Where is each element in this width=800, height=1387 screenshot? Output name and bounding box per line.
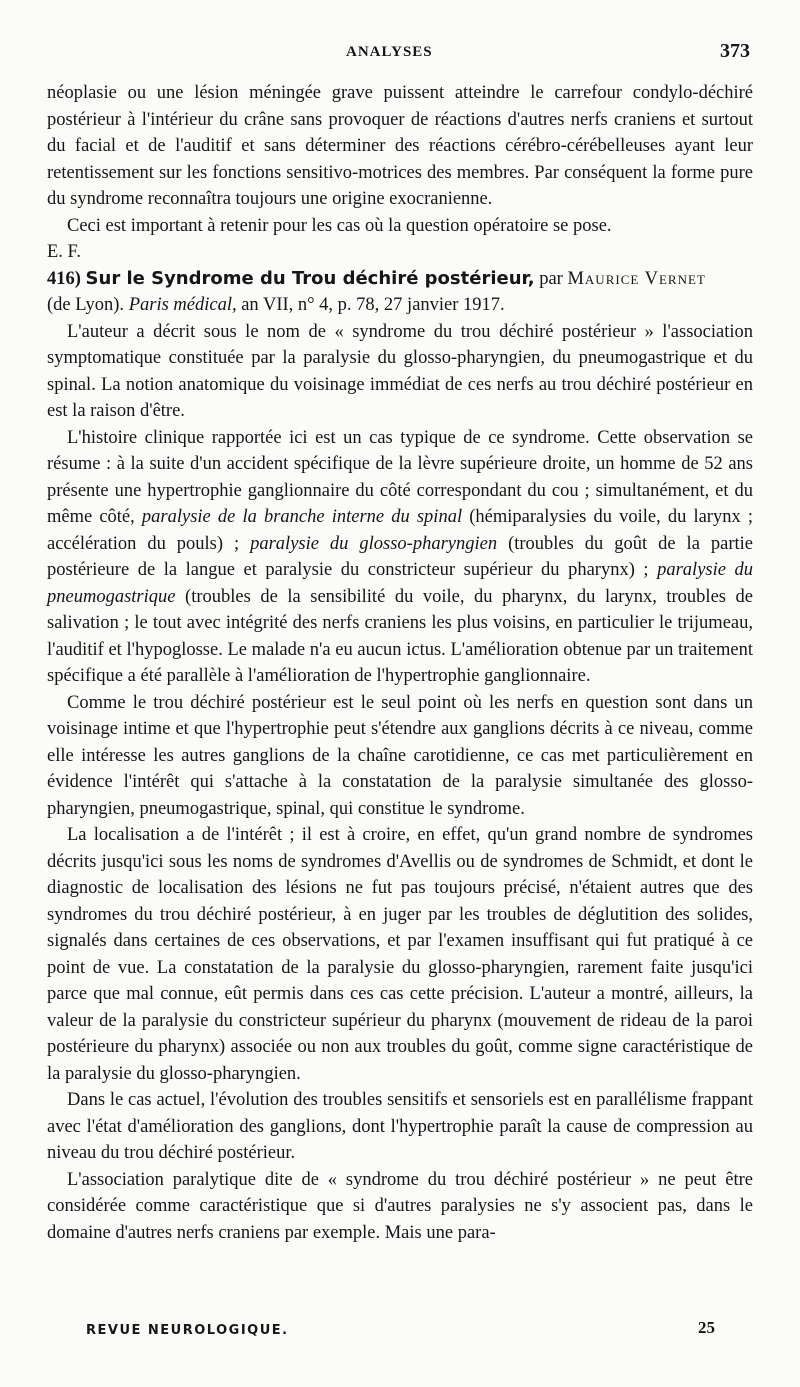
article-author: Maurice Vernet [567, 268, 706, 289]
continuation-paragraph-2: Ceci est important à retenir pour les cas où la question opératoire se pose. [67, 215, 612, 236]
article-paragraph-3: Comme le trou déchiré postérieur est le seul point où les nerfs en question sont dans un voisinage intime et que l'hypertrophie peut s'étendre aux ganglions décrits à ce niveau, comme elle intéresse les autres ganglions de la chaîne carotidienne, ce cas met particulièrement en évidence l'intérêt qui s'attache à la constatation de la paralysie simultanée des glosso-pharyngien, pneumogastrique, spinal, qui constitue le syndrome. [47, 692, 753, 819]
p2-italic-b: paralysie de la branche interne du spinal [141, 507, 463, 527]
reviewer-signature: E. F. [47, 242, 81, 262]
p2-text-e: (troubles du goût de la partie postérieure de la langue et paralysie du constricteur supérieur du pharynx) ; [47, 533, 753, 580]
footer-journal-name: REVUE NEUROLOGIQUE. [86, 1323, 289, 1338]
p2-text-a: L'histoire clinique rapportée ici est un cas typique de ce syndrome. Cette observation se résume : à la suite d'un accident spécifique de la lèvre supérieure droite, un homme de 52 ans présente une hypertrophie ganglionnaire du côté correspondant du cou ; simultanément, et du même côté, [47, 427, 753, 527]
p2-italic-d: paralysie du glosso-pharyngien [250, 533, 498, 554]
p2-italic-f: paralysie du pneumogastrique [47, 560, 754, 607]
running-header-title: ANALYSES [346, 44, 433, 60]
article-by: par [539, 268, 563, 289]
continuation-paragraph: néoplasie ou une lésion méningée grave puissent atteindre le carrefour condylo-déchiré postérieur à l'intérieur du crâne sans provoquer de réactions d'autres nerfs craniens et surtout du facial et de l'auditif et sans déterminer des réactions cérébro-cérébelleuses ayant leur retentissement sur les fonctions sensitivo-motrices des membres. Par conséquent la forme pure du syndrome reconnaîtra toujours une origine exocranienne. [47, 83, 753, 209]
article-heading [47, 266, 753, 319]
body-text [47, 80, 753, 1246]
article-origin: (de Lyon). [47, 295, 125, 315]
article-paragraph-1: L'auteur a décrit sous le nom de « syndrome du trou déchiré postérieur » l'association symptomatique constituée par la paralysie du glosso-pharyngien, du pneumogastrique et du spinal. La notion anatomique du voisinage immédiat de ces nerfs au trou déchiré postérieur en est la raison d'être. [47, 321, 753, 421]
article-paragraph-4: La localisation a de l'intérêt ; il est à croire, en effet, qu'un grand nombre de syndromes décrits jusqu'ici sous les noms de syndromes d'Avellis ou de syndromes de Schmidt, et dont le diagnostic de localisation des lésions ne fut pas toujours précisé, n'étaient autres que des syndromes du trou déchiré postérieur, à en juger par les troubles de déglutition des solides, signalés dans certaines de ces observations, et par l'examen insuffisant qui fut pratiqué à ce point de vue. La constatation de la paralysie du glosso-pharyngien, rarement faite jusqu'ici parce que mal connue, eût permis dans ces cas cette précision. L'auteur a montré, ailleurs, la valeur de la paralysie du constricteur supérieur du pharynx (mouvement de rideau de la paroi postérieure du pharynx) associée ou non aux troubles du goût, comme signe caractéristique de la paralysie du glosso-pharyngien. [47, 825, 753, 1084]
article-journal: Paris médical, [128, 295, 237, 315]
article-paragraph-5: Dans le cas actuel, l'évolution des troubles sensitifs et sensoriels est en parallélisme frappant avec l'état d'amélioration des ganglions, dont l'hypertrophie paraît la cause de compression au niveau du trou déchiré postérieur. [47, 1090, 753, 1163]
article-paragraph-2 [47, 425, 753, 690]
footer-signature-mark: 25 [698, 1318, 715, 1337]
p2-text-c: (hémiparalysies du voile, du larynx ; accélération du pouls) ; [47, 507, 753, 554]
article-title: Sur le Syndrome du Trou déchiré postérieur, [85, 267, 535, 289]
article-number: 416) [47, 268, 81, 289]
p2-text-g: (troubles de la sensibilité du voile, du pharynx, du larynx, troubles de salivation ; le tout avec intégrité des nerfs craniens les plus voisins, en particulier le trijumeau, l'auditif et l'hypoglosse. Le malade n'a eu aucun ictus. L'amélioration obtenue par un traitement spécifique a été parallèle à l'amélioration de l'hypertrophie ganglionnaire. [47, 586, 753, 686]
article-citation: an VII, n° 4, p. 78, 27 janvier 1917. [241, 295, 505, 315]
page-number: 373 [720, 40, 750, 62]
article-paragraph-6: L'association paralytique dite de « syndrome du trou déchiré postérieur » ne peut être considérée comme caractéristique que si d'autres paralysies ne s'y associent pas, dans le domaine d'autres nerfs craniens par exemple. Mais une para- [47, 1169, 753, 1243]
